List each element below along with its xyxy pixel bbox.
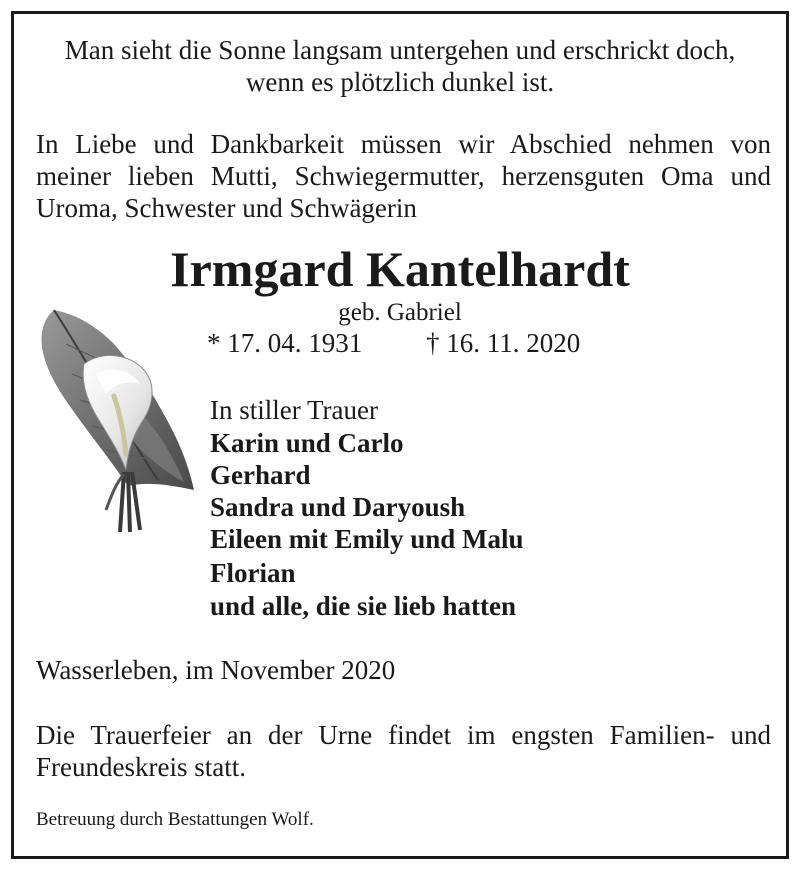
mourner-5: Florian	[210, 558, 296, 588]
mourner-2: Gerhard	[210, 460, 311, 490]
intro-line-2: meiner lieben Mutti, Schwiegermutter, herzensguten Oma und	[36, 161, 771, 191]
birth-date: * 17. 04. 1931	[207, 328, 363, 358]
maiden-name: geb. Gabriel	[338, 299, 462, 326]
mourner-4: Eileen mit Emily und Malu	[210, 524, 524, 554]
mourner-1: Karin und Carlo	[210, 428, 404, 458]
deceased-name: Irmgard Kantelhardt	[170, 241, 630, 297]
intro-line-3: Uroma, Schwester und Schwägerin	[36, 193, 417, 223]
mourner-6: und alle, die sie lieb hatten	[210, 591, 517, 621]
funeral-note-line-1: Die Trauerfeier an der Urne findet im engsten Familien- und	[36, 720, 771, 750]
intro-text	[36, 128, 771, 224]
calla-lily-icon	[36, 304, 201, 534]
quote-line-2: wenn es plötzlich dunkel ist.	[245, 67, 555, 97]
place-date: Wasserleben, im November 2020	[36, 655, 396, 685]
obituary-frame	[11, 11, 789, 859]
death-date: † 16. 11. 2020	[426, 328, 581, 358]
funeral-home: Betreuung durch Bestattungen Wolf.	[36, 809, 314, 830]
intro-line-1: In Liebe und Dankbarkeit müssen wir Abschied nehmen von	[36, 129, 771, 159]
funeral-note-line-2: Freundeskreis statt.	[36, 752, 246, 782]
quote-line-1: Man sieht die Sonne langsam untergehen und erschrickt doch,	[64, 35, 736, 65]
mourner-3: Sandra und Daryoush	[210, 492, 466, 522]
mourners-heading: In stiller Trauer	[210, 395, 378, 425]
